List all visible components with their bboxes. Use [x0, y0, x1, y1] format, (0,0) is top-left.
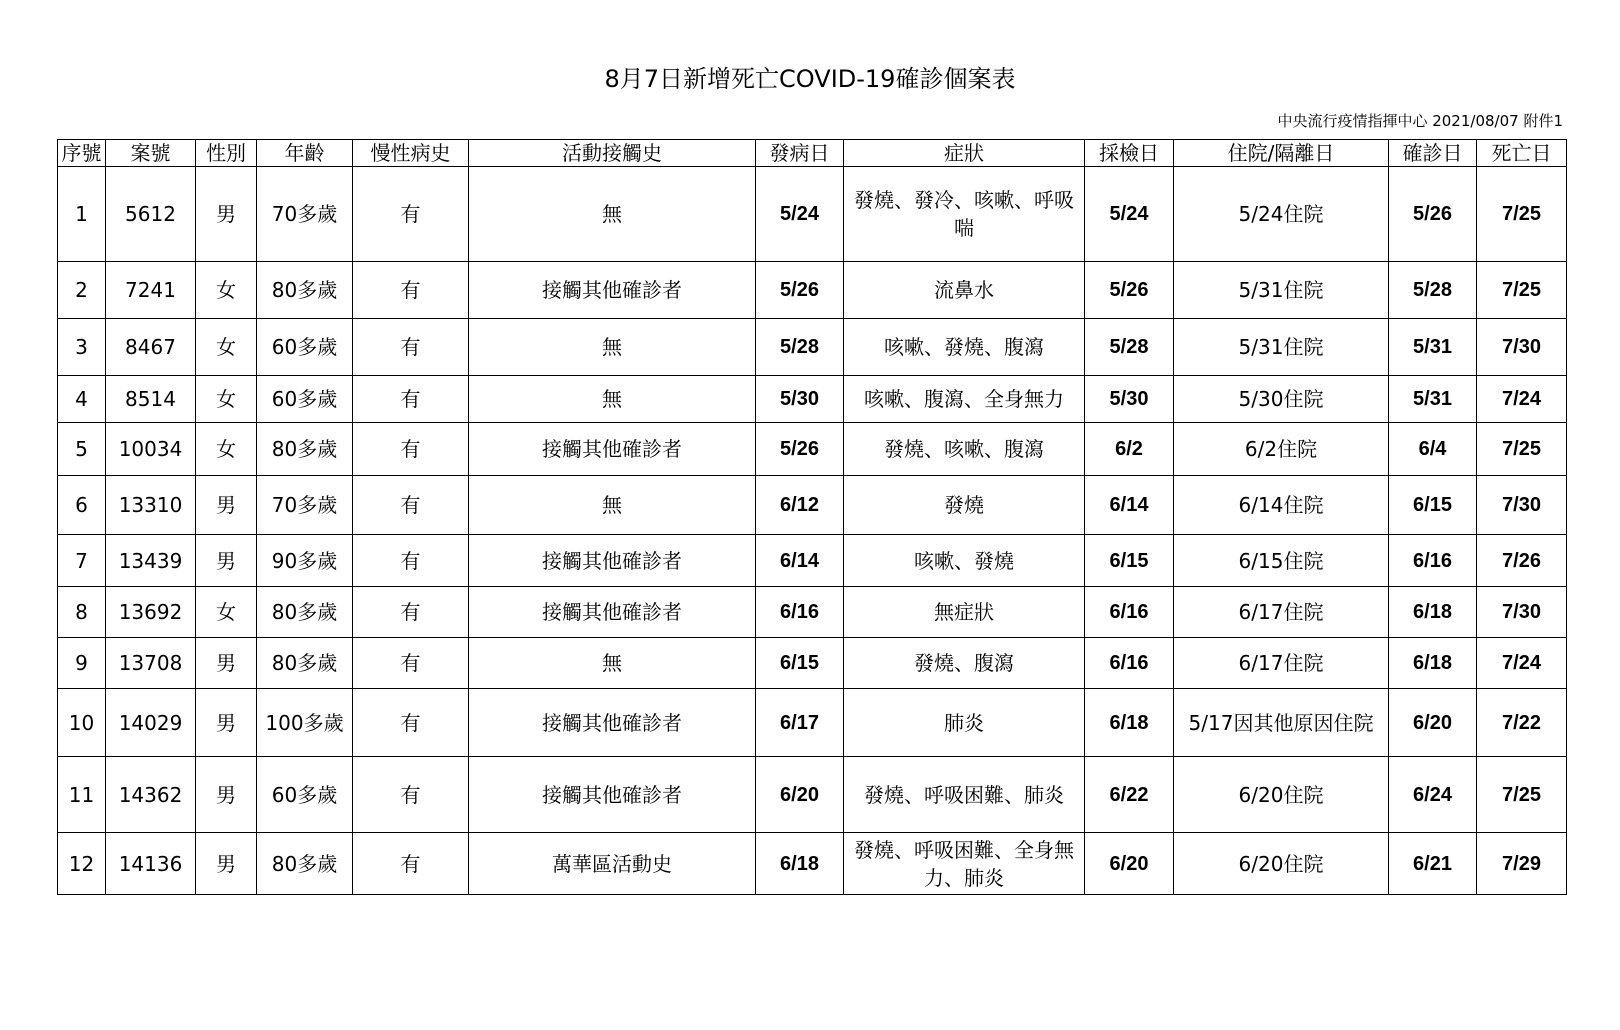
cell-case-no: 8467 — [106, 319, 196, 376]
header-symptoms: 症狀 — [844, 140, 1085, 167]
cell-sex: 女 — [196, 319, 257, 376]
cell-onset: 6/14 — [756, 535, 844, 587]
cell-death: 7/25 — [1477, 167, 1567, 262]
cell-onset: 6/12 — [756, 476, 844, 535]
cell-onset: 6/16 — [756, 587, 844, 638]
cell-age: 70多歲 — [257, 167, 353, 262]
cell-seq: 6 — [58, 476, 106, 535]
cell-hospitalized: 6/15住院 — [1174, 535, 1389, 587]
cell-contact: 接觸其他確診者 — [469, 757, 756, 833]
header-onset: 發病日 — [756, 140, 844, 167]
cell-onset: 5/26 — [756, 262, 844, 319]
table-row — [58, 587, 1567, 638]
cell-hospitalized: 5/30住院 — [1174, 376, 1389, 423]
cell-seq: 4 — [58, 376, 106, 423]
cell-symptoms: 發燒、呼吸困難、全身無力、肺炎 — [844, 833, 1085, 895]
cell-death: 7/30 — [1477, 319, 1567, 376]
header-seq: 序號 — [58, 140, 106, 167]
cell-seq: 9 — [58, 638, 106, 689]
table-row — [58, 423, 1567, 476]
cell-case-no: 14362 — [106, 757, 196, 833]
cell-onset: 5/28 — [756, 319, 844, 376]
cell-death: 7/24 — [1477, 638, 1567, 689]
cell-onset: 6/18 — [756, 833, 844, 895]
cell-age: 90多歲 — [257, 535, 353, 587]
cell-chronic: 有 — [353, 833, 469, 895]
cell-confirmed: 5/26 — [1389, 167, 1477, 262]
header-hospitalized: 住院/隔離日 — [1174, 140, 1389, 167]
document-title: 8月7日新增死亡COVID-19確診個案表 — [604, 65, 1016, 93]
cell-hospitalized: 6/17住院 — [1174, 638, 1389, 689]
cell-sex: 女 — [196, 587, 257, 638]
cell-test: 5/26 — [1085, 262, 1174, 319]
cell-symptoms: 咳嗽、發燒、腹瀉 — [844, 319, 1085, 376]
document-meta: 中央流行疫情指揮中心 2021/08/07 附件1 — [1277, 112, 1563, 130]
cell-age: 80多歲 — [257, 833, 353, 895]
table-header-row — [58, 140, 1567, 167]
cell-test: 6/15 — [1085, 535, 1174, 587]
cell-age: 100多歲 — [257, 689, 353, 757]
cell-contact: 接觸其他確診者 — [469, 587, 756, 638]
cell-hospitalized: 6/2住院 — [1174, 423, 1389, 476]
cell-onset: 6/20 — [756, 757, 844, 833]
cell-hospitalized: 6/20住院 — [1174, 757, 1389, 833]
header-death: 死亡日 — [1477, 140, 1567, 167]
cell-confirmed: 6/18 — [1389, 587, 1477, 638]
case-table — [57, 139, 1567, 895]
cell-case-no: 5612 — [106, 167, 196, 262]
table-row — [58, 476, 1567, 535]
cell-death: 7/30 — [1477, 587, 1567, 638]
cell-case-no: 13439 — [106, 535, 196, 587]
header-chronic: 慢性病史 — [353, 140, 469, 167]
cell-test: 6/22 — [1085, 757, 1174, 833]
cell-contact: 萬華區活動史 — [469, 833, 756, 895]
cell-hospitalized: 5/31住院 — [1174, 319, 1389, 376]
cell-test: 5/24 — [1085, 167, 1174, 262]
cell-death: 7/25 — [1477, 757, 1567, 833]
cell-case-no: 13692 — [106, 587, 196, 638]
cell-seq: 5 — [58, 423, 106, 476]
cell-death: 7/24 — [1477, 376, 1567, 423]
cell-test: 6/18 — [1085, 689, 1174, 757]
cell-confirmed: 6/24 — [1389, 757, 1477, 833]
cell-onset: 6/15 — [756, 638, 844, 689]
cell-hospitalized: 6/17住院 — [1174, 587, 1389, 638]
cell-confirmed: 6/18 — [1389, 638, 1477, 689]
cell-contact: 無 — [469, 167, 756, 262]
table-row — [58, 535, 1567, 587]
header-confirmed: 確診日 — [1389, 140, 1477, 167]
cell-seq: 8 — [58, 587, 106, 638]
table-row — [58, 167, 1567, 262]
cell-test: 5/30 — [1085, 376, 1174, 423]
cell-death: 7/22 — [1477, 689, 1567, 757]
cell-contact: 接觸其他確診者 — [469, 689, 756, 757]
cell-sex: 男 — [196, 535, 257, 587]
cell-age: 80多歲 — [257, 423, 353, 476]
cell-chronic: 有 — [353, 423, 469, 476]
cell-death: 7/25 — [1477, 262, 1567, 319]
cell-case-no: 10034 — [106, 423, 196, 476]
cell-chronic: 有 — [353, 476, 469, 535]
cell-case-no: 13310 — [106, 476, 196, 535]
cell-death: 7/30 — [1477, 476, 1567, 535]
cell-confirmed: 6/15 — [1389, 476, 1477, 535]
cell-seq: 10 — [58, 689, 106, 757]
cell-contact: 接觸其他確診者 — [469, 535, 756, 587]
cell-seq: 12 — [58, 833, 106, 895]
cell-symptoms: 發燒 — [844, 476, 1085, 535]
cell-test: 6/20 — [1085, 833, 1174, 895]
table-row — [58, 689, 1567, 757]
cell-symptoms: 發燒、呼吸困難、肺炎 — [844, 757, 1085, 833]
cell-test: 6/14 — [1085, 476, 1174, 535]
cell-seq: 7 — [58, 535, 106, 587]
cell-age: 60多歲 — [257, 757, 353, 833]
cell-symptoms: 肺炎 — [844, 689, 1085, 757]
cell-hospitalized: 5/24住院 — [1174, 167, 1389, 262]
cell-confirmed: 6/16 — [1389, 535, 1477, 587]
cell-chronic: 有 — [353, 376, 469, 423]
cell-onset: 5/24 — [756, 167, 844, 262]
cell-onset: 5/30 — [756, 376, 844, 423]
cell-case-no: 14029 — [106, 689, 196, 757]
cell-sex: 男 — [196, 833, 257, 895]
cell-onset: 6/17 — [756, 689, 844, 757]
cell-chronic: 有 — [353, 167, 469, 262]
cell-confirmed: 5/31 — [1389, 319, 1477, 376]
cell-sex: 男 — [196, 167, 257, 262]
header-age: 年齡 — [257, 140, 353, 167]
cell-confirmed: 6/4 — [1389, 423, 1477, 476]
cell-test: 6/2 — [1085, 423, 1174, 476]
cell-age: 80多歲 — [257, 587, 353, 638]
cell-age: 80多歲 — [257, 262, 353, 319]
cell-confirmed: 5/31 — [1389, 376, 1477, 423]
cell-chronic: 有 — [353, 757, 469, 833]
cell-hospitalized: 6/20住院 — [1174, 833, 1389, 895]
cell-sex: 男 — [196, 476, 257, 535]
cell-sex: 女 — [196, 376, 257, 423]
table-row — [58, 262, 1567, 319]
cell-hospitalized: 5/31住院 — [1174, 262, 1389, 319]
cell-death: 7/29 — [1477, 833, 1567, 895]
table-body — [58, 167, 1567, 895]
cell-sex: 男 — [196, 757, 257, 833]
cell-contact: 無 — [469, 376, 756, 423]
cell-symptoms: 咳嗽、發燒 — [844, 535, 1085, 587]
cell-symptoms: 發燒、腹瀉 — [844, 638, 1085, 689]
cell-chronic: 有 — [353, 638, 469, 689]
cell-sex: 女 — [196, 262, 257, 319]
cell-death: 7/25 — [1477, 423, 1567, 476]
cell-contact: 接觸其他確診者 — [469, 423, 756, 476]
table-row — [58, 376, 1567, 423]
cell-case-no: 7241 — [106, 262, 196, 319]
cell-contact: 無 — [469, 319, 756, 376]
cell-chronic: 有 — [353, 319, 469, 376]
cell-age: 60多歲 — [257, 319, 353, 376]
cell-contact: 接觸其他確診者 — [469, 262, 756, 319]
cell-case-no: 13708 — [106, 638, 196, 689]
cell-death: 7/26 — [1477, 535, 1567, 587]
cell-age: 60多歲 — [257, 376, 353, 423]
table-row — [58, 833, 1567, 895]
cell-case-no: 8514 — [106, 376, 196, 423]
cell-seq: 3 — [58, 319, 106, 376]
cell-confirmed: 6/20 — [1389, 689, 1477, 757]
cell-seq: 1 — [58, 167, 106, 262]
table-row — [58, 757, 1567, 833]
header-sex: 性別 — [196, 140, 257, 167]
cell-age: 80多歲 — [257, 638, 353, 689]
cell-seq: 11 — [58, 757, 106, 833]
cell-sex: 男 — [196, 689, 257, 757]
header-case-no: 案號 — [106, 140, 196, 167]
cell-confirmed: 6/21 — [1389, 833, 1477, 895]
cell-chronic: 有 — [353, 689, 469, 757]
cell-sex: 男 — [196, 638, 257, 689]
cell-test: 5/28 — [1085, 319, 1174, 376]
cell-chronic: 有 — [353, 262, 469, 319]
cell-chronic: 有 — [353, 535, 469, 587]
cell-symptoms: 發燒、咳嗽、腹瀉 — [844, 423, 1085, 476]
table-row — [58, 638, 1567, 689]
cell-hospitalized: 6/14住院 — [1174, 476, 1389, 535]
cell-age: 70多歲 — [257, 476, 353, 535]
cell-symptoms: 咳嗽、腹瀉、全身無力 — [844, 376, 1085, 423]
cell-chronic: 有 — [353, 587, 469, 638]
cell-symptoms: 發燒、發冷、咳嗽、呼吸喘 — [844, 167, 1085, 262]
cell-symptoms: 流鼻水 — [844, 262, 1085, 319]
header-contact: 活動接觸史 — [469, 140, 756, 167]
cell-test: 6/16 — [1085, 638, 1174, 689]
cell-test: 6/16 — [1085, 587, 1174, 638]
cell-contact: 無 — [469, 638, 756, 689]
cell-confirmed: 5/28 — [1389, 262, 1477, 319]
cell-case-no: 14136 — [106, 833, 196, 895]
cell-sex: 女 — [196, 423, 257, 476]
cell-onset: 5/26 — [756, 423, 844, 476]
cell-hospitalized: 5/17因其他原因住院 — [1174, 689, 1389, 757]
cell-seq: 2 — [58, 262, 106, 319]
table-row — [58, 319, 1567, 376]
header-test: 採檢日 — [1085, 140, 1174, 167]
cell-symptoms: 無症狀 — [844, 587, 1085, 638]
cell-contact: 無 — [469, 476, 756, 535]
